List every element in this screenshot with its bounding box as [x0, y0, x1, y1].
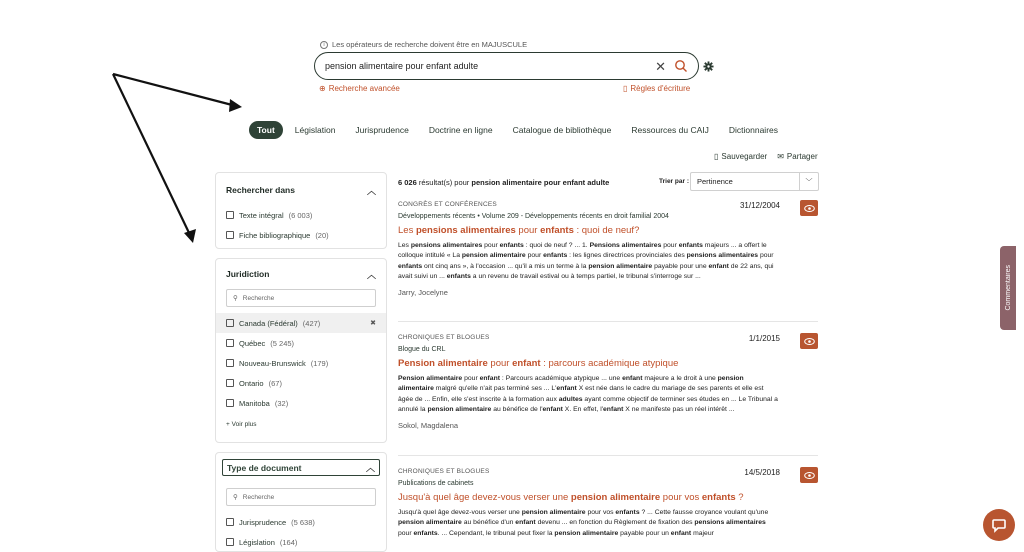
tab-catalogue[interactable]: Catalogue de bibliothèque [512, 125, 612, 135]
filter-option-manitoba[interactable]: Manitoba (32) [216, 393, 386, 413]
advanced-search-link[interactable]: ⊕ Recherche avancée [319, 84, 400, 93]
checkbox[interactable] [226, 359, 234, 367]
info-icon: i [320, 41, 328, 49]
preview-button[interactable] [800, 333, 818, 349]
mail-icon: ✉ [777, 152, 784, 161]
tab-doctrine[interactable]: Doctrine en ligne [428, 125, 493, 135]
remove-icon[interactable]: ✖ [370, 320, 376, 327]
divider [398, 455, 818, 456]
result-category: CHRONIQUES ET BLOGUES [398, 468, 490, 475]
sort-select[interactable]: Pertinence ﹀ [690, 172, 819, 191]
preview-button[interactable] [800, 467, 818, 483]
category-tabs [249, 121, 790, 139]
result-source: Développements récents • Volume 209 - Développements récents en droit familial 2004 [398, 213, 669, 220]
search-hint: i Les opérateurs de recherche doivent être en MAJUSCULE [320, 40, 527, 49]
result-snippet: Pension alimentaire pour enfant : Parcours académique atypique ... une enfant majeure a le droit à une pension alimentaire malgré qu'elle n'ait pas terminé ses ... L'enfant X est née dans le cadre du mariage de ses parents et elle est âgée de ... Enfin, elle s'est inscrite à la formation aux adultes ayant comme objectif de terminer ses études en ... Le Tribunal a annulé la pension alimentaire au bénéfice de l'enfant X. En effet, l'enfant X ne manifeste pas un réel intérêt ... [398, 375, 778, 413]
result-author: Jarry, Jocelyne [398, 288, 448, 298]
tab-jurisprudence[interactable]: Jurisprudence [355, 125, 409, 135]
filter-option-full-text[interactable]: Texte intégral (6 003) [216, 205, 386, 225]
filter-option-legislation[interactable]: Législation (164) [216, 532, 386, 552]
search-plus-icon: ⊕ [319, 84, 326, 93]
eye-icon [804, 472, 815, 479]
result-snippet: Jusqu'à quel âge devez-vous verser une pension alimentaire pour vos enfants ? ... Cette fausse croyance voulant qu'une pension alimentaire au bénéfice d'un enfant devenu ... en fonction du Règlement de fixation des pensions alimentaires pour enfants. ... Cependant, le tribunal peut fixer la pension alimentaire payable pour un enfant majeur [398, 509, 769, 537]
sort-label: Trier par : [659, 178, 689, 185]
filter-header[interactable]: Type de document ︿ [222, 459, 380, 476]
result-date: 31/12/2004 [739, 201, 780, 210]
close-icon[interactable]: ✕ [655, 58, 666, 74]
result-title[interactable]: Jusqu'à quel âge devez-vous verser une pension alimentaire pour vos enfants ? [398, 492, 744, 503]
search-icon: ⚲ [233, 494, 238, 501]
eye-icon [804, 205, 815, 212]
chat-icon [991, 517, 1007, 533]
result-category: CONGRÈS ET CONFÉRENCES [398, 201, 497, 208]
search-bar[interactable] [314, 52, 699, 80]
checkbox[interactable] [226, 319, 234, 327]
chevron-down-icon[interactable]: ﹀ [799, 173, 818, 190]
filter-option-jurisprudence[interactable]: Jurisprudence (5 638) [216, 512, 386, 532]
preview-button[interactable] [800, 200, 818, 216]
result-source: Publications de cabinets [398, 480, 474, 487]
results-count: 6 026 résultat(s) pour pension alimentaire pour enfant adulte [398, 178, 610, 187]
checkbox[interactable] [226, 339, 234, 347]
doctype-search-input[interactable]: ⚲ Recherche [226, 488, 376, 506]
checkbox[interactable] [226, 231, 234, 239]
gear-icon[interactable] [703, 61, 714, 72]
chevron-up-icon[interactable]: ︿ [365, 463, 375, 473]
tab-tout[interactable]: Tout [249, 121, 283, 139]
checkbox[interactable] [226, 379, 234, 387]
result-actions [714, 152, 818, 161]
checkbox[interactable] [226, 538, 234, 546]
search-icon[interactable] [674, 59, 688, 73]
jurisdiction-search-input[interactable]: ⚲ Recherche [226, 289, 376, 307]
tab-legislation[interactable]: Législation [294, 125, 336, 135]
result-item [398, 334, 818, 430]
filter-option-canada[interactable]: Canada (Fédéral) (427) ✖ [216, 313, 386, 333]
save-button[interactable]: ▯ Sauvegarder [714, 152, 768, 161]
checkbox[interactable] [226, 211, 234, 219]
result-source: Blogue du CRL [398, 346, 446, 353]
eye-icon [804, 338, 815, 345]
divider [398, 321, 818, 322]
writing-rules-link[interactable]: ▯ Règles d'écriture [623, 84, 691, 93]
chevron-up-icon[interactable]: ︿ [366, 269, 376, 280]
filter-jurisdiction [215, 258, 387, 443]
filter-option-quebec[interactable]: Québec (5 245) [216, 333, 386, 353]
result-title[interactable]: Les pensions alimentaires pour enfants : quoi de neuf? [398, 225, 640, 236]
chat-button[interactable] [983, 509, 1015, 541]
tab-ressources[interactable]: Ressources du CAIJ [631, 125, 709, 135]
share-button[interactable]: ✉ Partager [777, 152, 818, 161]
result-date: 1/1/2015 [748, 334, 780, 343]
filter-document-type [215, 452, 387, 552]
result-date: 14/5/2018 [744, 468, 780, 477]
result-author: Sokol, Magdalena [398, 421, 459, 431]
filter-option-bibliographic[interactable]: Fiche bibliographique (20) [216, 225, 386, 245]
search-icon: ⚲ [233, 295, 238, 302]
filter-header[interactable]: Juridiction ︿ [226, 269, 376, 280]
result-item [398, 201, 818, 297]
see-more-link[interactable]: + Voir plus [226, 421, 257, 428]
tab-dictionnaires[interactable]: Dictionnaires [728, 125, 779, 135]
filter-header[interactable]: Rechercher dans ︿ [226, 185, 376, 196]
result-title[interactable]: Pension alimentaire pour enfant : parcours académique atypique [398, 358, 679, 369]
filter-search-in [215, 172, 387, 249]
checkbox[interactable] [226, 518, 234, 526]
document-icon: ▯ [623, 84, 628, 93]
checkbox[interactable] [226, 399, 234, 407]
bookmark-icon: ▯ [714, 152, 719, 161]
feedback-tab[interactable]: Commentaires [1000, 246, 1016, 330]
chevron-up-icon[interactable]: ︿ [366, 185, 376, 196]
filter-option-ontario[interactable]: Ontario (67) [216, 373, 386, 393]
result-category: CHRONIQUES ET BLOGUES [398, 334, 490, 341]
filter-option-nouveau-brunswick[interactable]: Nouveau-Brunswick (179) [216, 353, 386, 373]
search-input[interactable] [325, 61, 655, 71]
result-item [398, 468, 818, 539]
result-snippet: Les pensions alimentaires pour enfants : quoi de neuf ? ... 1. Pensions alimentaires pour enfants majeurs ... a offert le colloque intitulé « La pension alimentaire pour enfants : les lignes directrices provinciales des pensions alimentaires pour enfants ont cinq ans », à l'occasion ... qu'il a mis un terme à la pension alimentaire payable pour une enfant de 22 ans, qui avait suivi un ... enfants a un revenu de travail estival ou à temps partiel, le tribunal s'interroge sur ... [398, 242, 774, 280]
